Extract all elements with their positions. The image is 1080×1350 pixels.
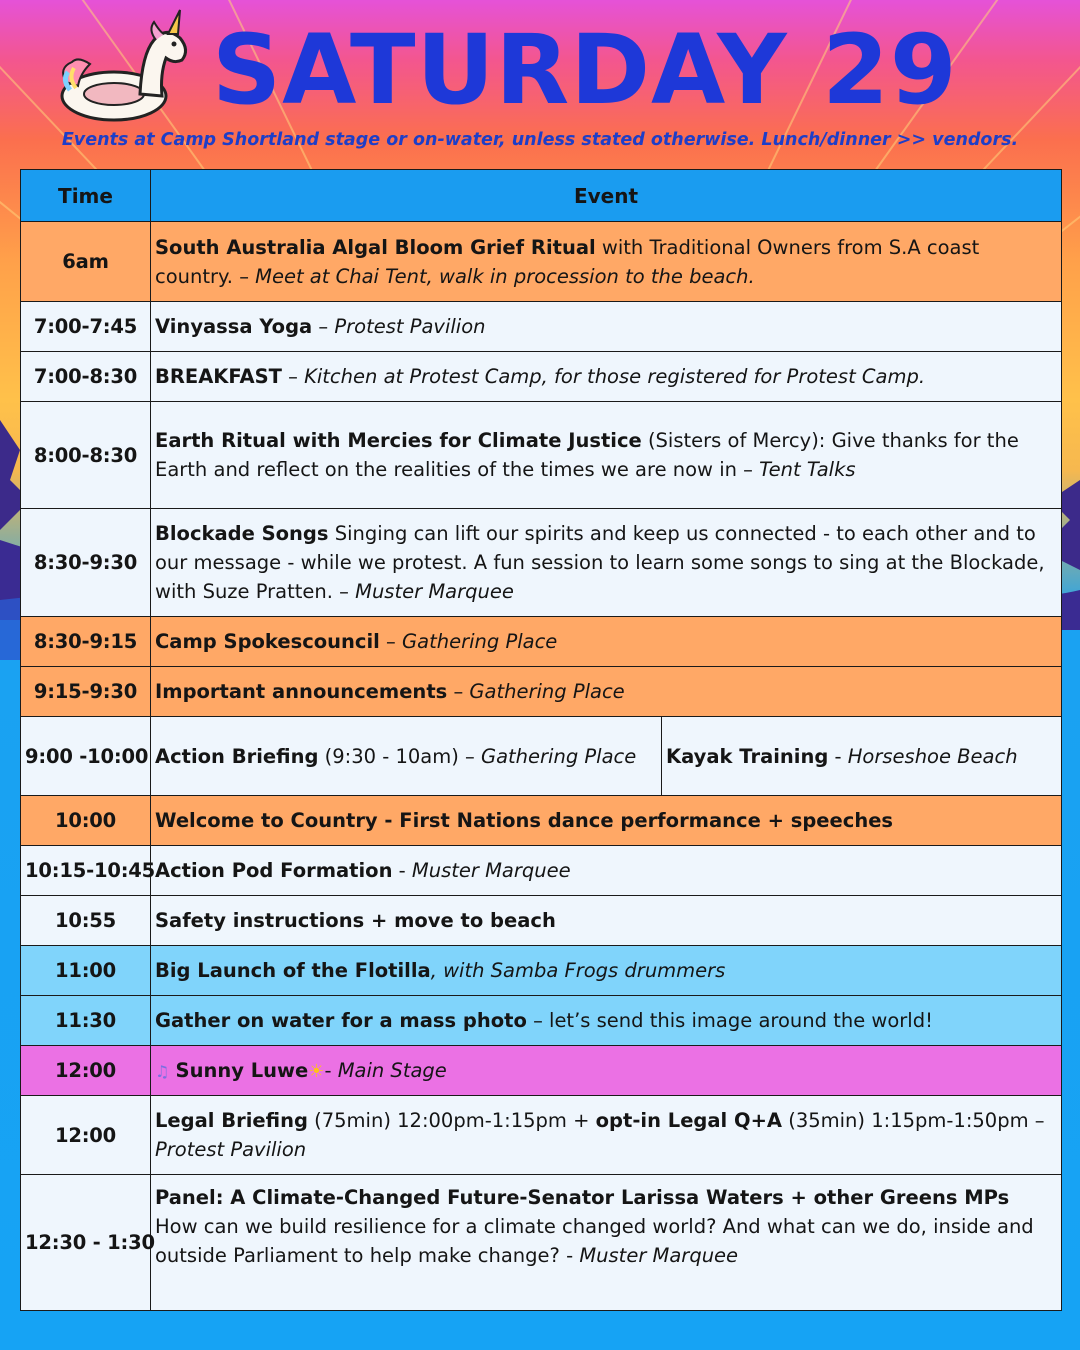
row-event xyxy=(151,717,662,796)
event-title-2: opt-in Legal Q+A xyxy=(595,1109,783,1132)
event-title: South Australia Algal Bloom Grief Ritual xyxy=(155,235,596,259)
event-detail: Singing can lift our spirits and keep us connected - to each other and to our message - while we protest. A fun session to learn some songs to sing at the Blockade, with Suze Pratten. – xyxy=(155,522,1045,603)
event-location: Gathering Place xyxy=(469,680,625,703)
event-location: Kitchen at Protest Camp, for those registered for Protest Camp. xyxy=(304,365,926,388)
table-header-row xyxy=(21,170,1062,222)
row-time: 10:15-10:45 xyxy=(21,846,151,896)
row-event xyxy=(151,617,1062,667)
row-time: 9:15-9:30 xyxy=(21,667,151,717)
col-header-time: Time xyxy=(21,170,151,222)
row-time: 10:00 xyxy=(21,796,151,846)
row-event-alt xyxy=(662,717,1062,796)
event-detail: – xyxy=(447,680,470,703)
event-location: Gathering Place xyxy=(402,630,558,653)
row-time: 8:00-8:30 xyxy=(21,402,151,509)
col-header-event: Event xyxy=(151,170,1062,222)
table-row xyxy=(21,667,1062,717)
row-event xyxy=(151,1175,1062,1311)
event-detail: – let’s send this image around the world! xyxy=(526,1009,933,1032)
event-title: Blockade Songs xyxy=(155,522,329,545)
event-location: Protest Pavilion xyxy=(334,315,486,338)
row-event xyxy=(151,509,1062,617)
row-time: 6am xyxy=(21,222,151,302)
table-row xyxy=(21,352,1062,402)
table-row xyxy=(21,509,1062,617)
event-title: Sunny Luwe xyxy=(175,1058,309,1082)
event-title: Panel: A Climate-Changed Future-Senator Larissa Waters + other Greens MPs xyxy=(155,1186,1010,1209)
event-detail: - xyxy=(828,744,848,768)
row-event xyxy=(151,1046,1062,1096)
event-title: Kayak Training xyxy=(666,744,829,768)
event-location: , with Samba Frogs drummers xyxy=(430,959,726,982)
row-event xyxy=(151,1096,1062,1175)
row-event xyxy=(151,402,1062,509)
row-event xyxy=(151,352,1062,402)
table-row xyxy=(21,996,1062,1046)
event-detail: (75min) 12:00pm-1:15pm + xyxy=(307,1109,596,1132)
event-title: Action Pod Formation xyxy=(155,859,393,882)
row-event xyxy=(151,667,1062,717)
schedule-table xyxy=(20,169,1062,1311)
event-detail: with Traditional Owners from S.A coast country. – xyxy=(155,235,980,288)
table-row xyxy=(21,402,1062,509)
event-detail: – xyxy=(379,630,403,653)
row-event xyxy=(151,302,1062,352)
row-time: 12:00 xyxy=(21,1046,151,1096)
table-row xyxy=(21,846,1062,896)
row-event xyxy=(151,946,1062,996)
row-event xyxy=(151,996,1062,1046)
row-time: 8:30-9:30 xyxy=(21,509,151,617)
row-time: 11:30 xyxy=(21,996,151,1046)
table-row xyxy=(21,796,1062,846)
event-title: Legal Briefing xyxy=(155,1109,308,1132)
table-row xyxy=(21,717,1062,796)
event-detail-2: (35min) 1:15pm-1:50pm – xyxy=(782,1109,1045,1132)
event-title: BREAKFAST xyxy=(155,365,282,388)
event-location: Muster Marquee xyxy=(355,580,514,603)
event-location: Protest Pavilion xyxy=(155,1138,307,1161)
event-location: Main Stage xyxy=(337,1058,447,1082)
event-title: Earth Ritual with Mercies for Climate Justice xyxy=(155,429,642,452)
row-time: 12:00 xyxy=(21,1096,151,1175)
event-detail: – xyxy=(312,315,335,338)
unicorn-floatie-icon xyxy=(56,4,196,126)
table-row xyxy=(21,946,1062,996)
event-detail: (Sisters of Mercy): Give thanks for the Earth and reflect on the realities of the times we are now in – xyxy=(155,429,1019,481)
table-row xyxy=(21,1175,1062,1311)
row-time: 11:00 xyxy=(21,946,151,996)
sun-icon: ☀ xyxy=(308,1060,325,1082)
event-detail: – xyxy=(281,365,305,388)
row-time: 8:30-9:15 xyxy=(21,617,151,667)
event-title: Action Briefing xyxy=(155,744,319,768)
event-title: Welcome to Country - First Nations dance performance + speeches xyxy=(155,809,894,832)
row-event xyxy=(151,896,1062,946)
row-event xyxy=(151,846,1062,896)
event-title: Gather on water for a mass photo xyxy=(155,1009,527,1032)
event-detail: (9:30 - 10am) – xyxy=(318,744,481,768)
row-time: 10:55 xyxy=(21,896,151,946)
row-time: 7:00-8:30 xyxy=(21,352,151,402)
table-row xyxy=(21,617,1062,667)
event-detail: How can we build resilience for a climate changed world? And what can we do, inside and outside Parliament to help make change? - xyxy=(155,1215,1034,1267)
table-row xyxy=(21,896,1062,946)
row-time: 9:00 -10:00 xyxy=(21,717,151,796)
table-row xyxy=(21,1046,1062,1096)
table-row xyxy=(21,1096,1062,1175)
event-location: Gathering Place xyxy=(480,744,637,768)
table-row xyxy=(21,302,1062,352)
page-subtitle: Events at Camp Shortland stage or on-water, unless stated otherwise. Lunch/dinner >> vendors. xyxy=(61,130,1019,150)
music-note-icon: ♫ xyxy=(155,1061,170,1081)
event-title: Safety instructions + move to beach xyxy=(155,909,556,932)
event-title: Big Launch of the Flotilla xyxy=(155,959,431,982)
row-time: 7:00-7:45 xyxy=(21,302,151,352)
page-title: SATURDAY 29 xyxy=(212,14,958,126)
event-title: Camp Spokescouncil xyxy=(155,630,380,653)
row-event xyxy=(151,222,1062,302)
table-row xyxy=(21,222,1062,302)
event-title: Important announcements xyxy=(155,680,448,703)
event-title: Vinyassa Yoga xyxy=(155,315,313,338)
row-time: 12:30 - 1:30 xyxy=(21,1175,151,1311)
row-event xyxy=(151,796,1062,846)
event-location: Meet at Chai Tent, walk in procession to the beach. xyxy=(255,264,755,288)
event-detail: - xyxy=(392,859,412,882)
event-location: Tent Talks xyxy=(759,458,856,481)
event-location: Muster Marquee xyxy=(579,1244,739,1267)
event-detail: - xyxy=(324,1058,338,1082)
event-location: Muster Marquee xyxy=(411,859,571,882)
event-location: Horseshoe Beach xyxy=(847,744,1018,768)
